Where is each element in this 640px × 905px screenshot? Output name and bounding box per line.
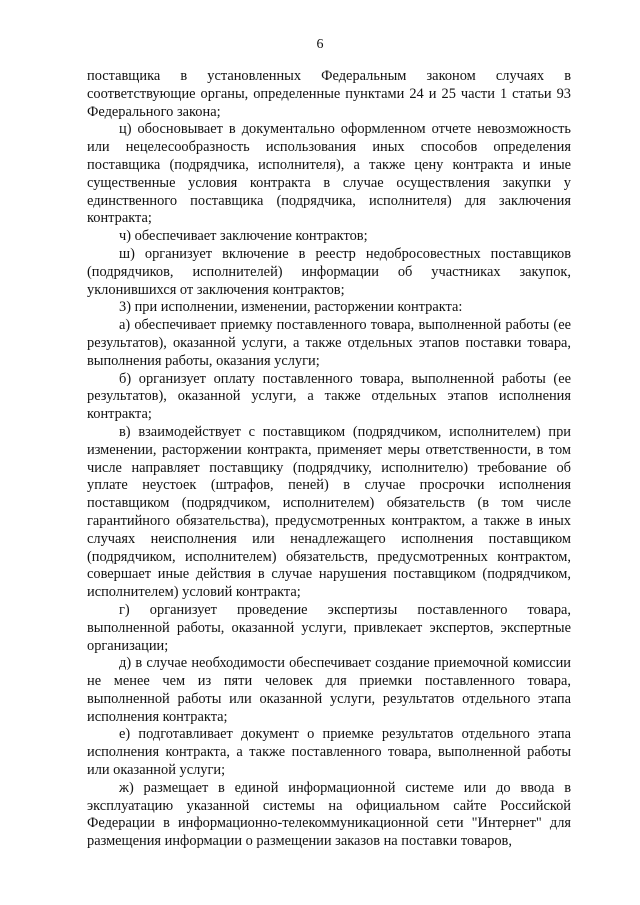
paragraph-item-b: б) организует оплату поставленного товара, выполненной работы (ее результатов), оказанной услуги, а также отдельных этапов исполнения контракта; <box>87 370 571 423</box>
page-number: 6 <box>316 37 324 52</box>
paragraph-item-e: е) подготавливает документ о приемке результатов отдельного этапа исполнения контракта, а также поставленного товара, выполненной работы или оказанной услуги; <box>87 726 571 779</box>
paragraph-item-a: а) обеспечивает приемку поставленного товара, выполненной работы (ее результатов), оказанной услуги, а также отдельных этапов поставки товара, выполнения работы, оказания услуги; <box>87 317 571 369</box>
paragraph-section-3: 3) при исполнении, изменении, расторжении контракта: <box>119 299 463 316</box>
paragraph-continuation: поставщика в установленных Федеральным законом случаях в соответствующие органы, определенные пунктами 24 и 25 части 1 статьи 93 Федерального закона; <box>87 68 571 120</box>
paragraph-item-d: д) в случае необходимости обеспечивает создание приемочной комиссии не менее чем из пяти человек для приемки поставленного товара, выполненной работы или оказанной услуги, результатов отдельного этапа исполнения контракта; <box>87 655 571 725</box>
paragraph-item-g: г) организует проведение экспертизы поставленного товара, выполненной работы, оказанной услуги, привлекает экспертов, экспертные организации; <box>87 601 571 654</box>
paragraph-item-ts: ц) обосновывает в документально оформленном отчете невозможность или нецелесообразность использования иных способов определения поставщика (подрядчика, исполнителя), а также цену контракта и иные существенные условия контракта в случае осуществления закупки у единственного поставщика (подрядчика, исполнителя) для заключения контракта; <box>87 121 571 227</box>
document-body <box>87 68 571 851</box>
paragraph-item-zh: ж) размещает в единой информационной системе или до ввода в эксплуатацию указанной системы на официальном сайте Российской Федерации в информационно-телекоммуникационной сети "Интернет" для размещения информации о размещении заказов на поставки товаров, <box>87 779 571 850</box>
paragraph-item-ch: ч) обеспечивает заключение контрактов; <box>119 228 368 245</box>
paragraph-item-sh: ш) организует включение в реестр недобросовестных поставщиков (подрядчиков, исполнителей) информации об участниках закупок, уклонившихся от заключения контрактов; <box>87 245 571 298</box>
paragraph-item-v: в) взаимодействует с поставщиком (подрядчиком, исполнителем) при изменении, расторжении контракта, применяет меры ответственности, в том числе направляет поставщику (подрядчику, исполнителю) требование об уплате неустоек (штрафов, пеней) в случае просрочки исполнения поставщиком (подрядчиком, исполнителем) обязательств (в том числе гарантийного обязательства), предусмотренных контрактом, а также в иных случаях неисполнения или ненадлежащего исполнения поставщиком (подрядчиком, исполнителем) обязательств, предусмотренных контрактом, совершает иные действия в случае нарушения поставщиком (подрядчиком, исполнителем) условий контракта; <box>87 423 571 601</box>
